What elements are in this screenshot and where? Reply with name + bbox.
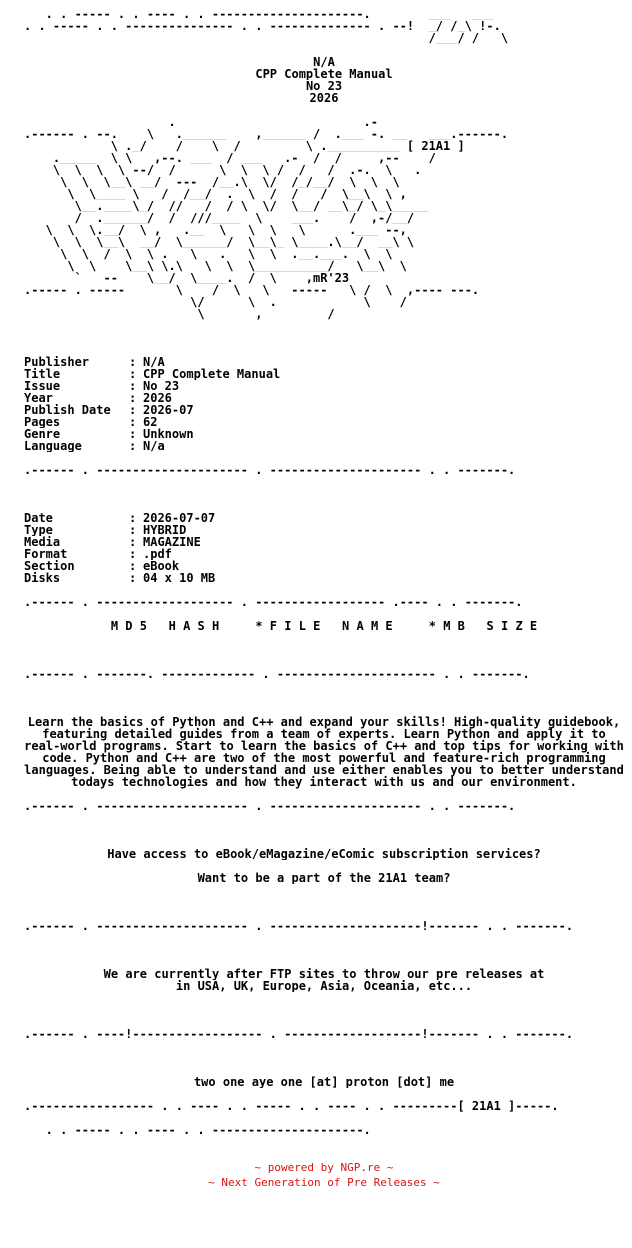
title-year: 2026 bbox=[309, 92, 339, 104]
divider: .------ . --------------------- . --------------------- . . -------. bbox=[24, 464, 516, 476]
logo-art-line: \ \ / \ \ . \ . \ \ .__.___. \ \ bbox=[24, 248, 393, 260]
header-art-line: /___/ / \ bbox=[24, 32, 530, 44]
media-info-row: Language : N/a bbox=[24, 440, 165, 452]
logo-art-line: \ \ \ \ --/ / \ \ \ / / / .-. \ . bbox=[24, 164, 422, 176]
members-contact-row bbox=[24, 896, 624, 908]
footer-line-1[interactable]: ~ powered by NGP.re ~ bbox=[254, 1161, 394, 1174]
logo-art-line: .------ . --. \ .______ ,______ / .___ -. __ ___.------. bbox=[24, 128, 509, 140]
title-publisher: N/A bbox=[313, 56, 335, 68]
footer-line-2: ~ Next Generation of Pre Releases ~ bbox=[208, 1176, 440, 1189]
contact-prefix bbox=[310, 1063, 368, 1064]
logo-art-line: .----- . ----- \ / \ \ ----- \ / \ ,---- ---. bbox=[24, 284, 480, 296]
footer bbox=[24, 1160, 624, 1190]
members-line-1: Have access to eBook/eMagazine/eComic subscription services? bbox=[107, 848, 541, 860]
bottom-art bbox=[24, 1100, 624, 1136]
media-info-row: Title : CPP Complete Manual bbox=[24, 368, 281, 380]
sites-line-1: We are currently after FTP sites to throw our pre releases at bbox=[103, 968, 545, 980]
release-info-list bbox=[24, 512, 624, 584]
sites-line-2: in USA, UK, Europe, Asia, Oceania, etc... bbox=[175, 980, 473, 992]
logo-art-line: \ \____ \ / /__/ . \ / / / \__\ \ , bbox=[24, 188, 407, 200]
contact-heading-row bbox=[24, 1052, 624, 1064]
release-info-row: Media : MAGAZINE bbox=[24, 536, 201, 548]
media-info-heading-row bbox=[24, 332, 624, 344]
bottom-art-line: .----------------- . . ---- . . ----- . . ---- . . ---------[ 21A1 ]-----. bbox=[24, 1100, 559, 1112]
release-info-row: Format : .pdf bbox=[24, 548, 172, 560]
members-heading-row bbox=[24, 824, 624, 836]
logo-art-line: \ \ \__\ \.\ \ \ \__________/ \__\ \ bbox=[24, 260, 407, 272]
bottom-art-line: . . ----- . . ---- . . ---------------------. bbox=[24, 1124, 371, 1136]
divider: .------ . --------------------- . --------------------- . . -------. bbox=[24, 800, 516, 812]
nfo-document bbox=[24, 8, 624, 1190]
logo-art-line: \ , / bbox=[24, 308, 335, 320]
logo-art-line: ` -- \__/ \____. / \ ,mR'23 bbox=[24, 272, 350, 284]
release-notes-text: Learn the basics of Python and C++ and expand your skills! High-quality guidebook, featuring detailed guides from a team of experts. Learn Python and apply it to real-world programs. Start to learn the basics of C++ and top tips for working with code. Python and C++ are two of the most powerful and feature-rich programming languages. Being able to understand and use either enables you to better understand todays technologies and how they interact with us and our environment. bbox=[24, 715, 624, 789]
media-info-row: Genre : Unknown bbox=[24, 428, 194, 440]
header-art bbox=[24, 8, 624, 44]
logo-art-line: \ \ \__\ __/ --- /__.\ \/ /_/__/ \ \ \ bbox=[24, 176, 400, 188]
logo-art-line: \ \ \__\ __/ \______/ \__\_ \____.\__/ __\ \ bbox=[24, 236, 415, 248]
release-info-row: Section : eBook bbox=[24, 560, 180, 572]
media-info-row: Issue : No 23 bbox=[24, 380, 180, 392]
release-info-heading-row bbox=[24, 488, 624, 500]
members-prefix bbox=[320, 835, 356, 836]
header-art-line: . . ----- . . ---- . . ---------------------. ___ ___ bbox=[24, 8, 501, 20]
media-info-prefix bbox=[299, 343, 378, 344]
sites-prefix bbox=[320, 955, 356, 956]
title-block bbox=[24, 56, 624, 104]
md5-hash bbox=[223, 655, 454, 656]
logo-art-line: \ ._/ / \ / \ .__________ [ 21A1 ] bbox=[24, 140, 465, 152]
sites-contact-prefix bbox=[291, 1015, 385, 1016]
media-info-list bbox=[24, 356, 624, 452]
logo-art-line: \/ \ . \ / bbox=[24, 296, 407, 308]
divider: .------ . --------------------- . ---------------------!------- . . -------. bbox=[24, 920, 574, 932]
title-product: CPP Complete Manual bbox=[255, 68, 393, 80]
release-info-heading bbox=[57, 499, 620, 500]
divider: .------ . -------. ------------- . ---------------------- . . -------. bbox=[24, 668, 530, 680]
logo-art-line: \__.____\_/ // / / \ \/ \__/ __\_/ \_\_____ bbox=[24, 200, 429, 212]
divider: .------ . ------------------- . ------------------ .---- . . -------. bbox=[24, 596, 523, 608]
title-issue: No 23 bbox=[305, 80, 343, 92]
media-info-row: Publisher : N/A bbox=[24, 356, 165, 368]
logo-art-line: . .- bbox=[24, 116, 379, 128]
logo-art-line: \ \ \.__/ \ , .__ \ \ \ \ .___ --, bbox=[24, 224, 407, 236]
media-info-row: Pages : 62 bbox=[24, 416, 158, 428]
members-line-2: Want to be a part of the 21A1 team? bbox=[197, 872, 451, 884]
release-info-row: Disks : 04 x 10 MB bbox=[24, 572, 216, 584]
media-info-row: Year : 2026 bbox=[24, 392, 172, 404]
release-info-row: Type : HYBRID bbox=[24, 524, 187, 536]
release-notes-prefix bbox=[324, 703, 353, 704]
logo-art-line: ._____ \ \ ,--. ___ / ___ .- / / ,-- / bbox=[24, 152, 436, 164]
sites-heading-row bbox=[24, 944, 624, 956]
divider: .------ . ----!------------------ . -------------------!------- . . -------. bbox=[24, 1028, 574, 1040]
logo-art-line: / .______/ / ///____ \ ___. / ,-/__/ bbox=[24, 212, 415, 224]
logo-art bbox=[24, 116, 624, 320]
header-art-line: . . ----- . . --------------- . . -------------- . --! _/ /_\ !-. bbox=[24, 20, 509, 32]
hash-values-row bbox=[24, 644, 624, 656]
release-info-row: Date : 2026-07-07 bbox=[24, 512, 216, 524]
contact-address: two one aye one [at] proton [dot] me bbox=[193, 1076, 455, 1088]
hash-heading: M D 5 H A S H * F I L E N A M E * M B S I Z E bbox=[110, 620, 538, 632]
sites-contact-row bbox=[24, 1004, 624, 1016]
media-info-row: Publish Date : 2026-07 bbox=[24, 404, 194, 416]
release-notes-heading-row bbox=[24, 692, 624, 704]
members-contact[interactable] bbox=[302, 907, 374, 908]
